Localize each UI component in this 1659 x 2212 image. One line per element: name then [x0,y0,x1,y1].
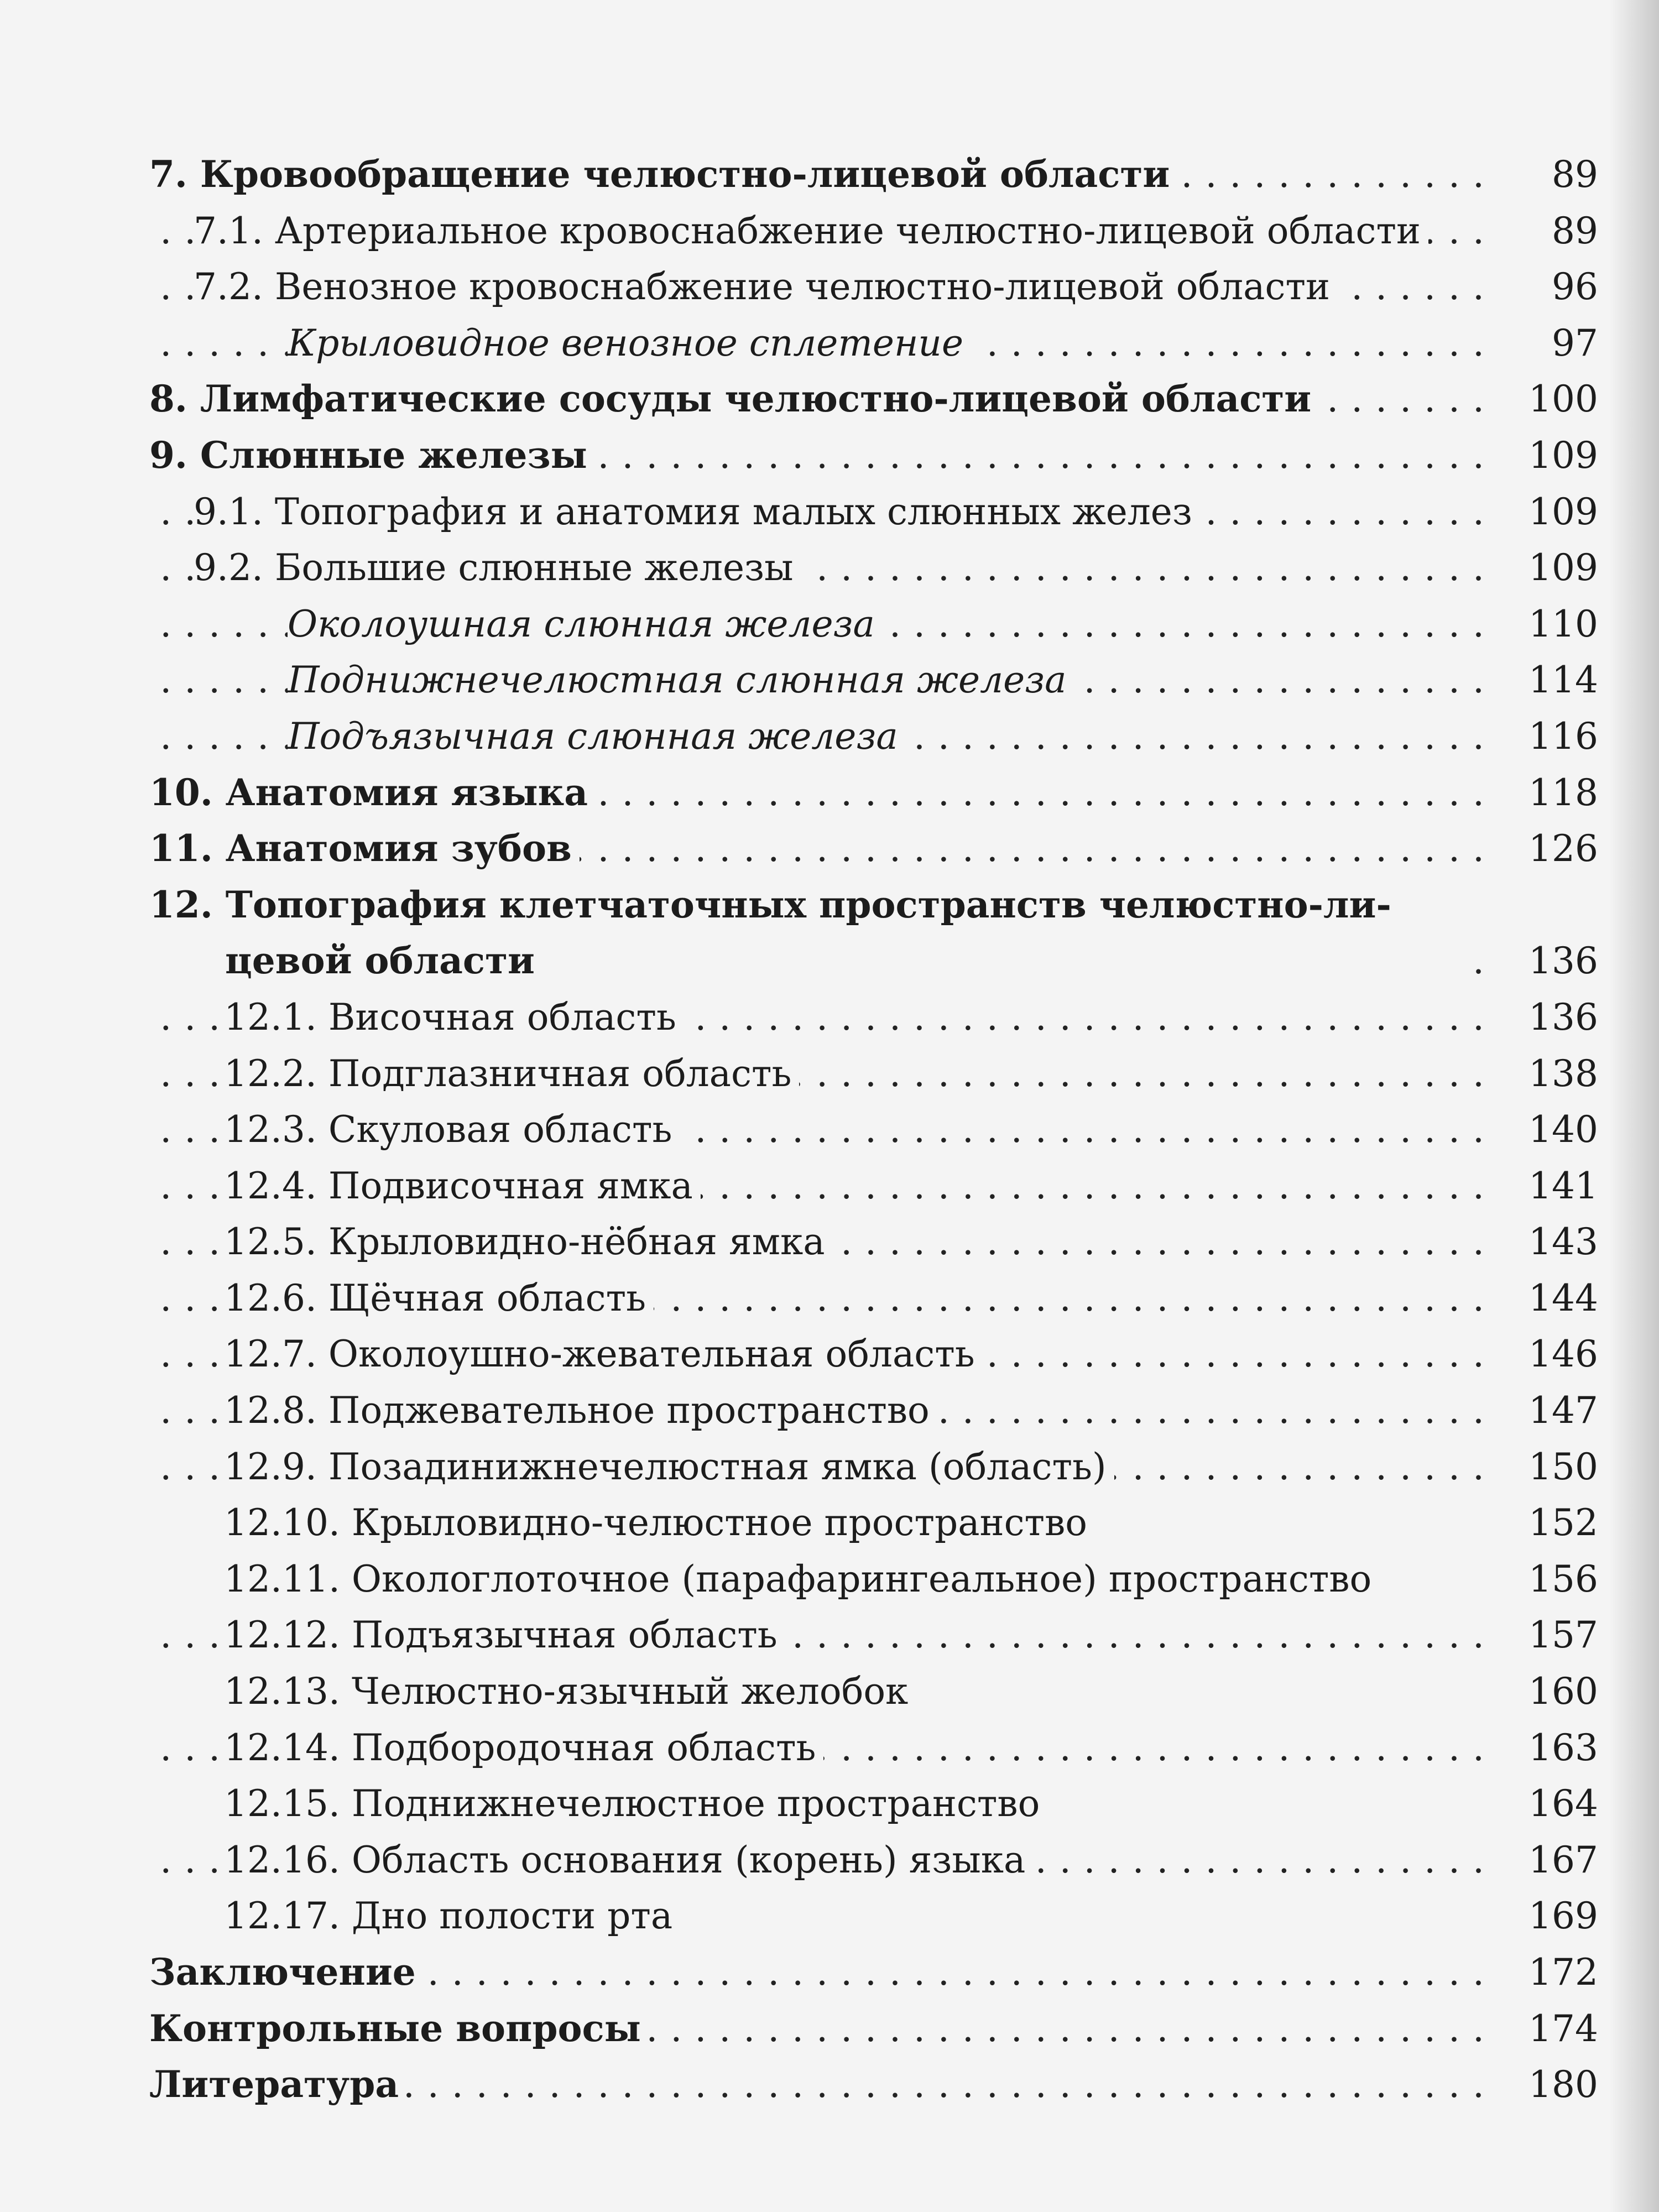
toc-entry-page: 144 [1488,1270,1598,1327]
toc-entry-title: 12.16. Область основания (корень) языка [224,1832,1033,1888]
toc-entry-title: 12.17. Дно полости рта [224,1888,680,1944]
toc-entry-title: 12.14. Подбородочная область [224,1720,823,1776]
toc-entry-title: Подъязычная слюнная железа [288,708,906,765]
toc-entry-title: 9.2. Большие слюнные железы [194,540,801,596]
page-spine-shadow [1609,0,1659,2212]
toc-entry [149,1383,1598,1439]
toc-entry [149,989,1598,1046]
toc-entry-page: 140 [1488,1102,1598,1158]
toc-entry [149,1888,1598,1944]
toc-entry [149,1102,1598,1158]
toc-entry-title: Крыловидное венозное сплетение [288,315,971,372]
toc-entry-title: Заключение [149,1944,424,2001]
toc-entry [149,1832,1598,1888]
toc-entry-page: 109 [1488,427,1598,484]
toc-entry-page: 163 [1488,1720,1598,1776]
toc-entry-page: 96 [1488,259,1598,315]
toc-entry-title: 12.8. Поджевательное пространство [224,1383,937,1439]
toc-entry-page: 138 [1488,1046,1598,1102]
toc-entry-page: 160 [1488,1663,1598,1720]
toc-entry-page: 141 [1488,1158,1598,1214]
toc-entry-title: 12.5. Крыловидно-нёбная ямка [224,1214,833,1270]
toc-entry [149,484,1598,540]
toc-entry [149,147,1598,203]
toc-entry [149,259,1598,315]
toc-entry [149,708,1598,765]
toc-entry-page: 89 [1488,203,1598,259]
toc-entry-page: 136 [1488,933,1598,989]
toc-entry-title: 12.4. Подвисочная ямка [224,1158,701,1214]
toc-entry-page: 174 [1488,2001,1598,2057]
toc-entry-title: 12.15. Поднижнечелюстное пространство [224,1776,1047,1832]
toc-entry-title: 8. Лимфатические сосуды челюстно-лицевой области [149,371,1319,427]
table-of-contents [149,147,1598,2113]
toc-entry-page: 150 [1488,1439,1598,1495]
toc-entry [149,1495,1598,1551]
toc-entry-title: 12.2. Подглазничная область [224,1046,799,1102]
toc-entry-page: 146 [1488,1326,1598,1383]
toc-entry-title: 12.10. Крыловидно-челюстное пространство [224,1495,1095,1551]
toc-entry-title: Околоушная слюнная железа [288,596,883,653]
toc-entry [149,1551,1598,1608]
toc-entry [149,1720,1598,1776]
toc-entry-page: 169 [1488,1888,1598,1944]
toc-entry [149,1270,1598,1327]
toc-entry [149,765,1598,821]
toc-entry [149,652,1598,708]
toc-entry-page: 167 [1488,1832,1598,1888]
toc-entry-page: 116 [1488,708,1598,765]
toc-entry-title: 12.11. Окологлоточное (парафарингеальное) пространство [224,1551,1379,1608]
toc-entry [149,821,1598,877]
toc-entry-title: 7.1. Артериальное кровоснабжение челюстно-лицевой области [194,203,1428,259]
toc-entry [149,2057,1598,2113]
toc-entry-title: 11. Анатомия зубов [149,821,580,877]
toc-entry-page: 109 [1488,484,1598,540]
toc-entry [149,596,1598,653]
toc-entry-title [149,877,1473,989]
toc-entry-page: 147 [1488,1383,1598,1439]
toc-entry [149,427,1598,484]
toc-entry-page: 152 [1488,1495,1598,1551]
toc-entry [149,877,1598,989]
toc-entry-title-line1: 12. Топография клетчаточных пространств челюстно-ли- [149,883,1391,926]
toc-entry [149,1663,1598,1720]
toc-entry [149,371,1598,427]
toc-entry [149,1214,1598,1270]
toc-entry-title: 12.3. Скуловая область [224,1102,680,1158]
toc-entry [149,203,1598,259]
toc-entry-page: 118 [1488,765,1598,821]
toc-entry-page: 89 [1488,147,1598,203]
toc-entry-title: 7. Кровообращение челюстно-лицевой области [149,147,1177,203]
toc-entry [149,1326,1598,1383]
toc-entry-title: Литература [149,2057,406,2113]
toc-entry [149,1776,1598,1832]
toc-entry-title: 12.9. Позадинижнечелюстная ямка (область) [224,1439,1114,1495]
toc-entry-title: Поднижнечелюстная слюнная железа [288,652,1074,708]
toc-entry-title: 12.7. Околоушно-жевательная область [224,1326,983,1383]
toc-entry [149,1046,1598,1102]
toc-entry-page: 143 [1488,1214,1598,1270]
toc-entry [149,1607,1598,1663]
toc-entry-page: 156 [1488,1551,1598,1608]
toc-entry-page: 157 [1488,1607,1598,1663]
toc-entry-title: 12.13. Челюстно-язычный желобок [224,1663,916,1720]
toc-entry-page: 100 [1488,371,1598,427]
toc-entry-title: 7.2. Венозное кровоснабжение челюстно-лицевой области [194,259,1338,315]
toc-entry [149,540,1598,596]
toc-entry-title: 12.1. Височная область [224,989,684,1046]
toc-entry-page: 109 [1488,540,1598,596]
toc-entry-title: 9. Слюнные железы [149,427,595,484]
toc-entry-title: 12.6. Щёчная область [224,1270,654,1327]
toc-entry [149,315,1598,372]
toc-entry [149,1944,1598,2001]
toc-entry [149,2001,1598,2057]
toc-entry-title: 12.12. Подъязычная область [224,1607,785,1663]
toc-entry-title: 9.1. Топография и анатомия малых слюнных желез [194,484,1200,540]
toc-entry [149,1158,1598,1214]
toc-entry-page: 136 [1488,989,1598,1046]
toc-entry-page: 114 [1488,652,1598,708]
toc-entry-page: 126 [1488,821,1598,877]
toc-entry-title: 10. Анатомия языка [149,765,596,821]
toc-entry-page: 164 [1488,1776,1598,1832]
toc-entry-title-line2: цевой области [225,939,535,983]
toc-entry [149,1439,1598,1495]
toc-entry-page: 172 [1488,1944,1598,2001]
toc-entry-page: 97 [1488,315,1598,372]
toc-entry-title: Контрольные вопросы [149,2001,649,2057]
toc-entry-page: 180 [1488,2057,1598,2113]
toc-entry-page: 110 [1488,596,1598,653]
